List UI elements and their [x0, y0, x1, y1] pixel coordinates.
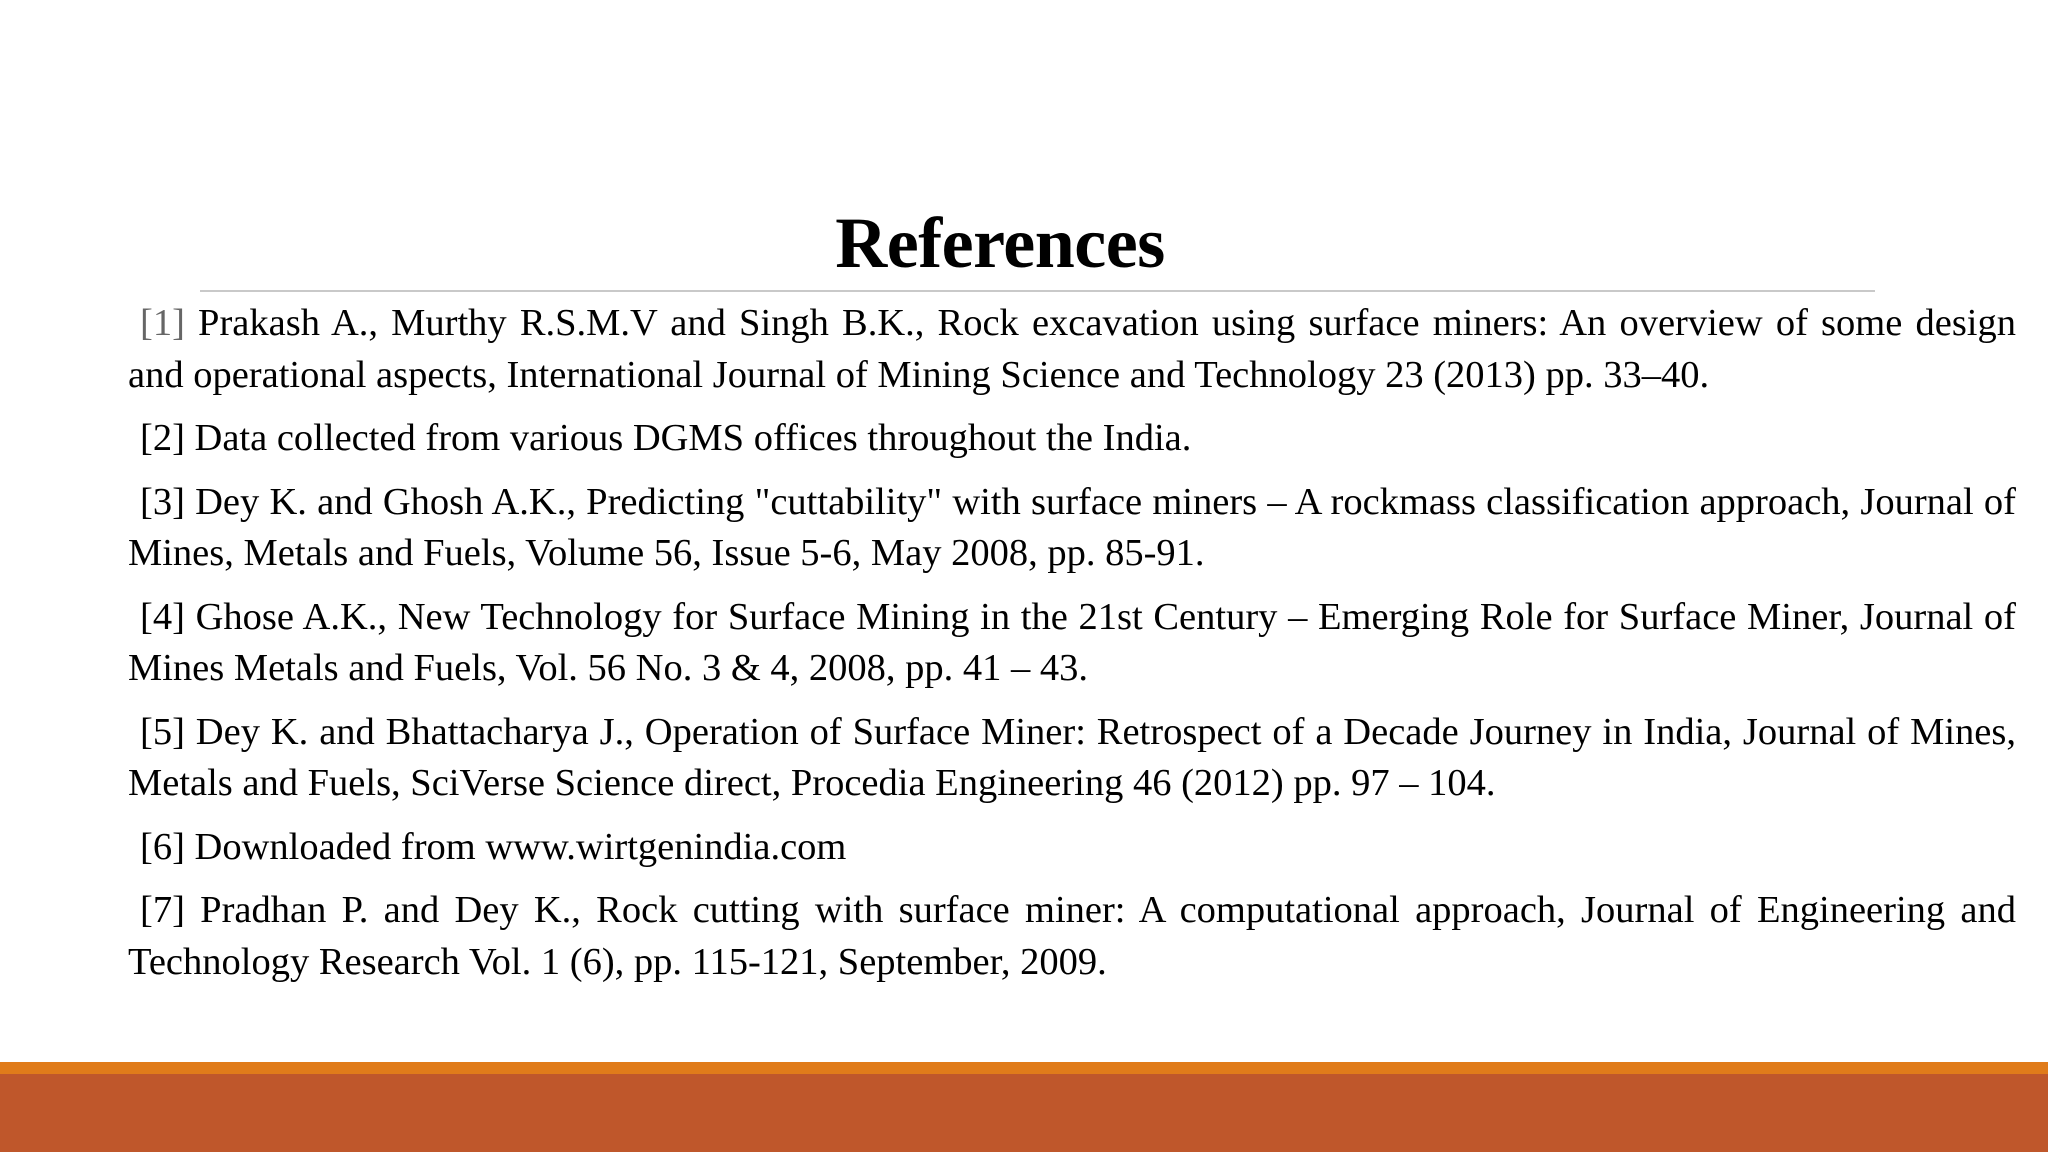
reference-text: Ghose A.K., New Technology for Surface Mining in the 21st Century – Emerging Role for Surface Miner, Journal of Mines Metals and Fuels, Vol. 56 No. 3 & 4, 2008, pp. 41 – 43.: [128, 595, 2016, 689]
reference-text: Prakash A., Murthy R.S.M.V and Singh B.K., Rock excavation using surface miners: An overview of some design and operational aspects, International Journal of Mining Science and Technology 23 (2013) pp. 33–40.: [128, 302, 2016, 396]
reference-number: [1]: [140, 302, 185, 344]
reference-text: Data collected from various DGMS offices throughout the India.: [184, 417, 1192, 459]
title-underline: [200, 290, 1875, 292]
footer-bar: [0, 1074, 2048, 1152]
reference-item: [128, 707, 2016, 810]
reference-number: [4]: [140, 595, 185, 638]
reference-number: [6]: [140, 825, 185, 868]
reference-item: [128, 477, 2016, 580]
reference-number: [3]: [140, 480, 185, 523]
reference-item: [128, 298, 2016, 401]
reference-item: [128, 885, 2016, 988]
reference-number: [7]: [140, 889, 185, 931]
reference-item: [128, 592, 2016, 695]
reference-text: Dey K. and Bhattacharya J., Operation of Surface Miner: Retrospect of a Decade Journey in India, Journal of Mines, Metals and Fuels, SciVerse Science direct, Procedia Engineering 46 (2012) pp. 97 – 104.: [128, 710, 2016, 804]
reference-number: [2]: [140, 417, 185, 459]
reference-item: [128, 822, 2016, 874]
reference-text: Pradhan P. and Dey K., Rock cutting with surface miner: A computational approach, Journal of Engineering and Technology Research Vol. 1 (6), pp. 115-121, September, 2009.: [128, 889, 2016, 983]
reference-list: [128, 298, 2016, 1000]
reference-text: Dey K. and Ghosh A.K., Predicting "cuttability" with surface miners – A rockmass classification approach, Journal of Mines, Metals and Fuels, Volume 56, Issue 5-6, May 2008, pp. 85-91.: [128, 480, 2016, 574]
slide-title: References: [835, 203, 1165, 283]
reference-text: Downloaded from www.wirtgenindia.com: [184, 825, 847, 868]
reference-number: [5]: [140, 710, 185, 753]
footer-accent-line: [0, 1062, 2048, 1074]
reference-item: [128, 413, 2016, 465]
